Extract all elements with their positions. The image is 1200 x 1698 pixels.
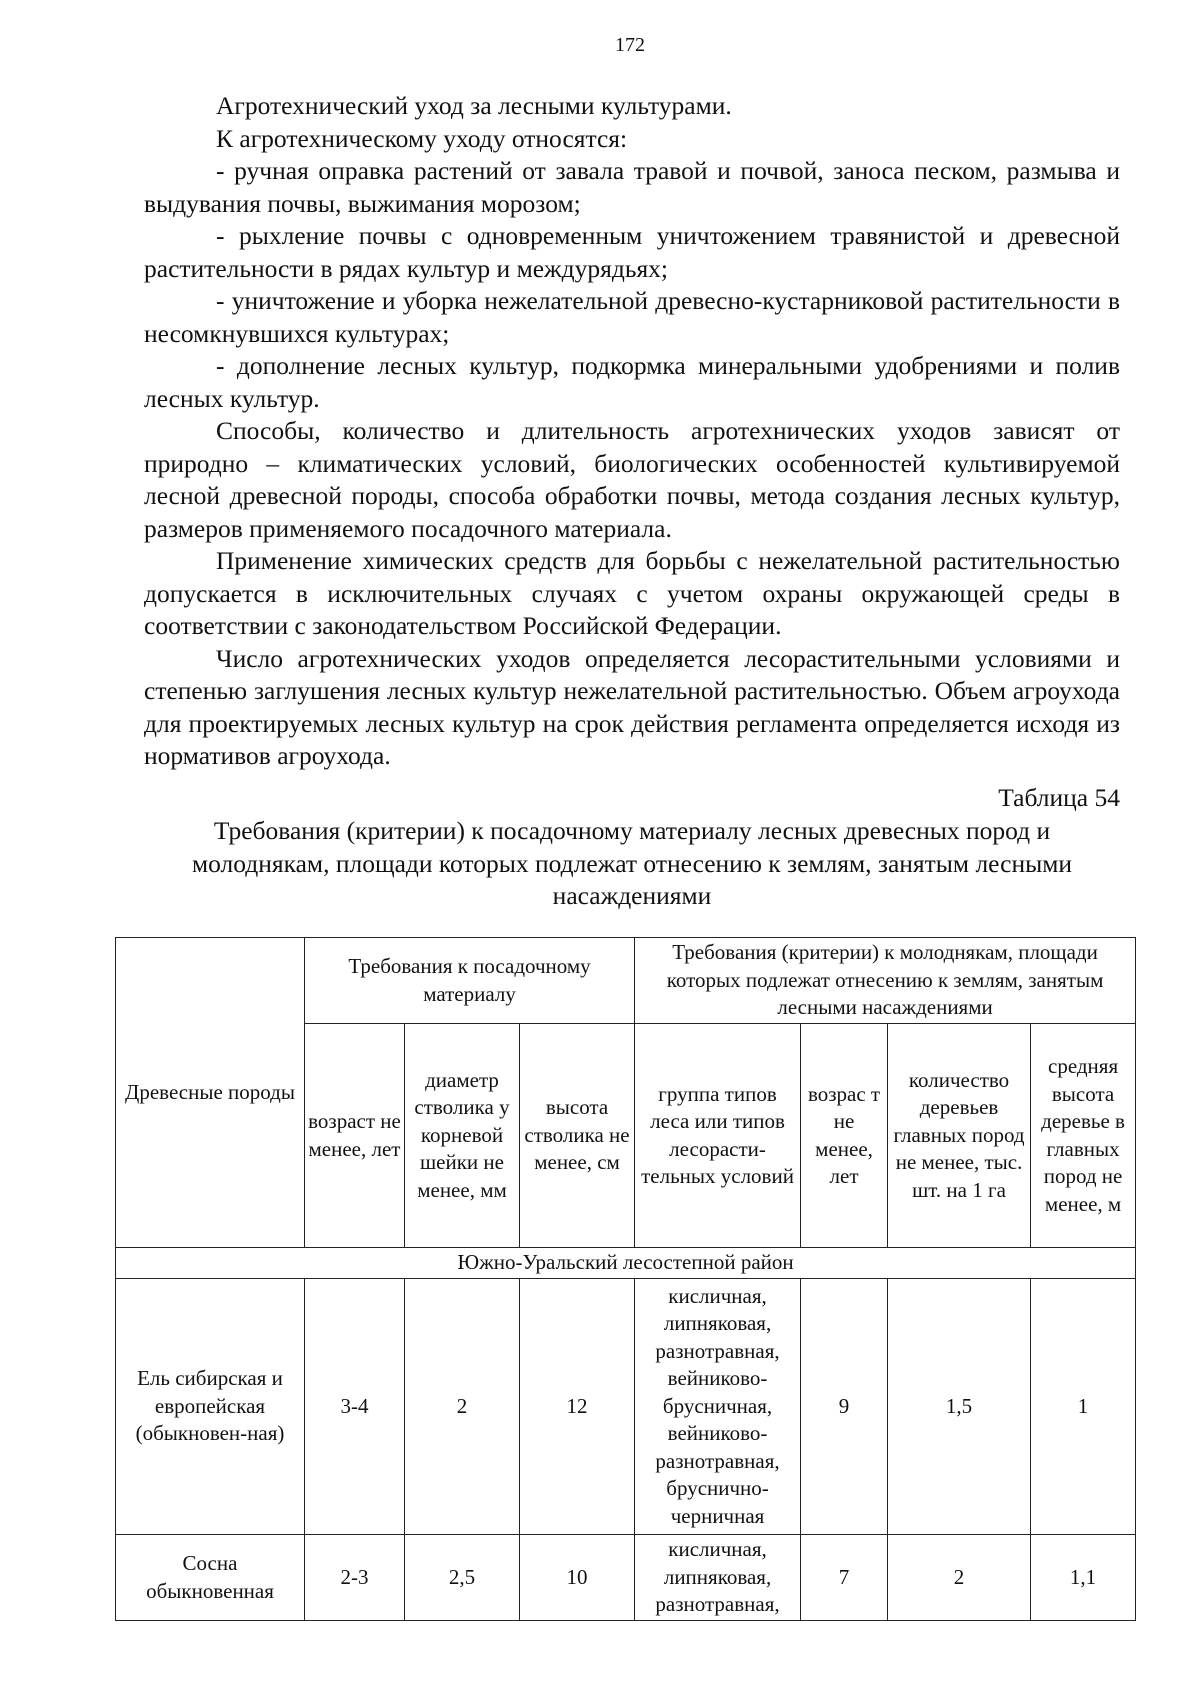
table-row [116,1279,1136,1535]
page-number: 172 [615,34,645,56]
cell-diameter: 2 [405,1279,520,1535]
paragraph: Агротехнический уход за лесными культурами. [216,91,732,120]
region-label: Южно-Уральский лесостепной район [116,1248,1136,1279]
paragraph: К агротехническому уходу относятся: [216,123,628,153]
paragraph: - дополнение лесных культур, подкормка минеральными удобрениями и полив лесных культур. [144,351,1120,413]
header-age: возраст не менее, лет [305,1024,405,1248]
cell-species: Ель сибирская и европейская (обыкновен-ная) [116,1279,305,1535]
header-row-groups [116,938,1136,1024]
requirements-table [115,937,1136,1621]
cell-tree-count: 2 [888,1535,1031,1621]
cell-young-age: 9 [801,1279,888,1535]
header-species: Древесные породы [116,938,305,1248]
header-planting-material: Требования к посадочному материалу [305,938,635,1024]
header-young-age: возрас т не менее, лет [801,1024,888,1248]
cell-avg-height: 1,1 [1031,1535,1136,1621]
header-height: высота стволика не менее, см [520,1024,635,1248]
table-label: Таблица 54 [998,783,1120,812]
cell-species: Сосна обыкновенная [116,1535,305,1621]
cell-diameter: 2,5 [405,1535,520,1621]
paragraph: - рыхление почвы с одновременным уничтожением травянистой и древесной растительности в рядах культур и междурядьях; [144,221,1120,283]
cell-tree-count: 1,5 [888,1279,1031,1535]
paragraph: Число агротехнических уходов определяется лесорастительными условиями и степенью заглушения лесных культур нежелательной растительностью. Объем агроухода для проектируемых лесных культур на срок действия регламента определяется исходя из нормативов агроухода. [144,643,1120,770]
table-title: Требования (критерии) к посадочному материалу лесных древесных пород и молоднякам, площади которых подлежат отнесению к землям, занятым лесными насаждениями [191,816,1073,910]
header-avg-height: средняя высота деревье в главных пород не менее, м [1031,1024,1136,1248]
body-text [144,90,1120,773]
paragraph: Способы, количество и длительность агротехнических уходов зависят от природно – климатических условий, биологических особенностей культивируемой лесной древесной породы, способа обработки почвы, метода создания лесных культур, размеров применяемого посадочного материала. [144,416,1120,543]
header-tree-count: количество деревьев главных пород не менее, тыс. шт. на 1 га [888,1024,1031,1248]
cell-height: 12 [520,1279,635,1535]
header-diameter: диаметр стволика у корневой шейки не менее, мм [405,1024,520,1248]
paragraph: - уничтожение и уборка нежелательной древесно-кустарниковой растительности в несомкнувшихся культурах; [144,286,1120,348]
cell-height: 10 [520,1535,635,1621]
cell-avg-height: 1 [1031,1279,1136,1535]
cell-forest-types: кисличная, липняковая, разнотравная, [635,1535,801,1621]
header-forest-types: группа типов леса или типов лесорасти-тельных условий [635,1024,801,1248]
table-row [116,1535,1136,1621]
paragraph: - ручная оправка растений от завала травой и почвой, заноса песком, размыва и выдувания почвы, выжимания морозом; [144,156,1120,218]
cell-age: 2-3 [305,1535,405,1621]
cell-young-age: 7 [801,1535,888,1621]
region-row [116,1248,1136,1279]
paragraph: Применение химических средств для борьбы с нежелательной растительностью допускается в исключительных случаях с учетом охраны окружающей среды в соответствии с законодательством Российской Федерации. [144,546,1120,640]
cell-age: 3-4 [305,1279,405,1535]
cell-forest-types: кисличная, липняковая, разнотравная, вейниково-брусничная, вейниково-разнотравная, бруснично-черничная [635,1279,801,1535]
header-young-stands: Требования (критерии) к молоднякам, площади которых подлежат отнесению к землям, занятым лесными насаждениями [635,938,1136,1024]
